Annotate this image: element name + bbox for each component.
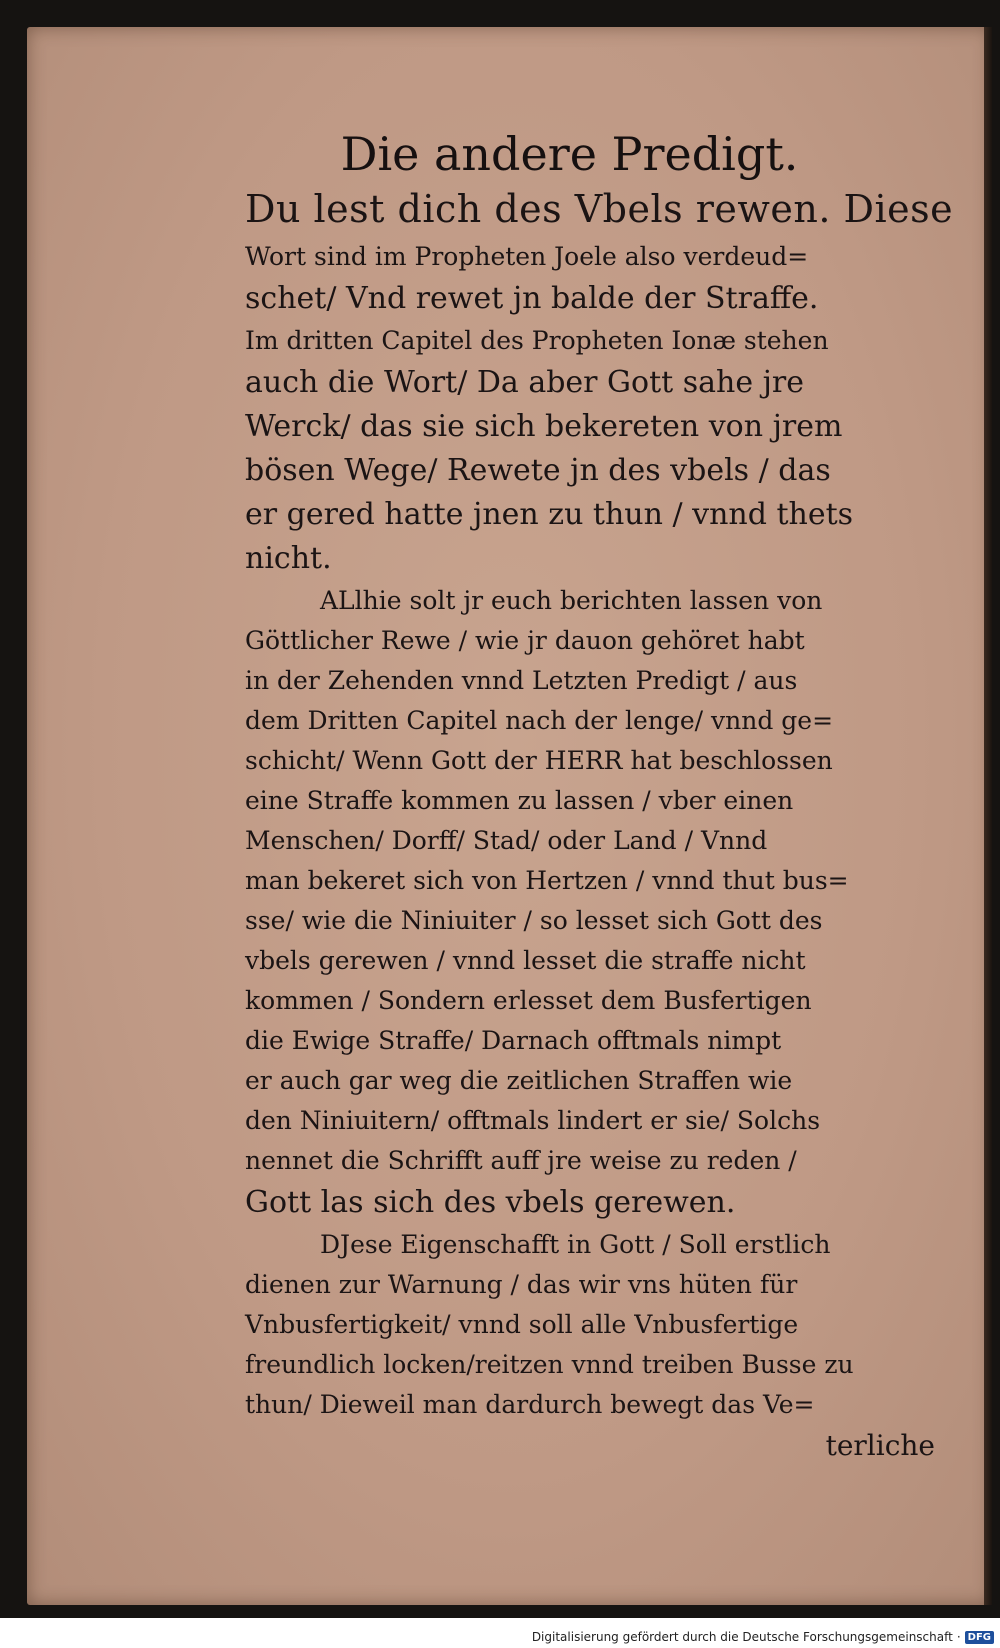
text-line: auch die Wort/ Da aber Gott sahe jre	[245, 365, 805, 400]
text-line: dem Dritten Capitel nach der lenge/ vnnd ge=	[245, 706, 834, 735]
text-line: Vnbusfertigkeit/ vnnd soll alle Vnbusfertige	[245, 1310, 799, 1339]
text-line: man bekeret sich von Hertzen / vnnd thut bus=	[245, 866, 849, 895]
text-line: Du lest dich des Vbels rewen. Diese	[245, 187, 954, 231]
text-line: den Niniuitern/ offtmals lindert er sie/ Solchs	[245, 1106, 821, 1135]
footer-credit-text: Digitalisierung gefördert durch die Deutsche Forschungsgemeinschaft	[531, 1630, 953, 1644]
text-line: er gered hatte jnen zu thun / vnnd thets	[245, 497, 854, 532]
text-line: sse/ wie die Niniuiter / so lesset sich Gott des	[245, 906, 823, 935]
text-line: Menschen/ Dorff/ Stad/ oder Land / Vnnd	[245, 826, 768, 855]
footer-credit: Digitalisierung gefördert durch die Deutsche Forschungsgemeinschaft · DFG	[532, 1630, 994, 1644]
text-line: er auch gar weg die zeitlichen Straffen wie	[245, 1066, 793, 1095]
text-line: DJese Eigenschafft in Gott / Soll erstlich	[320, 1230, 831, 1259]
text-line: freundlich locken/reitzen vnnd treiben Busse zu	[245, 1350, 854, 1379]
text-line: dienen zur Warnung / das wir vns hüten für	[245, 1270, 798, 1299]
text-line: ALlhie solt jr euch berichten lassen von	[320, 586, 823, 615]
text-line: thun/ Dieweil man dardurch bewegt das Ve=	[245, 1390, 815, 1419]
text-line: vbels gerewen / vnnd lesset die straffe nicht	[245, 946, 806, 975]
text-line: Werck/ das sie sich bekereten von jrem	[245, 409, 843, 444]
text-line: nicht.	[245, 541, 332, 576]
text-line: die Ewige Straffe/ Darnach offtmals nimpt	[245, 1026, 782, 1055]
text-line: in der Zehenden vnnd Letzten Predigt / aus	[245, 666, 798, 695]
text-line: Gott las sich des vbels gerewen.	[245, 1185, 736, 1220]
text-line: Göttlicher Rewe / wie jr dauon gehöret habt	[245, 626, 805, 655]
catchword: terliche	[825, 1429, 935, 1462]
text-line: Wort sind im Propheten Joele also verdeud=	[245, 242, 809, 271]
text-line: eine Straffe kommen zu lassen / vber einen	[245, 786, 794, 815]
text-line: Im dritten Capitel des Propheten Ionæ stehen	[245, 326, 829, 355]
body-text	[245, 187, 954, 1472]
dfg-logo: DFG	[965, 1631, 994, 1644]
page-header: Die andere Predigt.	[340, 127, 799, 181]
text-line: kommen / Sondern erlesset dem Busfertigen	[245, 986, 812, 1015]
text-line: schet/ Vnd rewet jn balde der Straffe.	[245, 281, 819, 316]
text-line: bösen Wege/ Rewete jn des vbels / das	[245, 453, 831, 488]
text-line: schicht/ Wenn Gott der HERR hat beschlossen	[245, 746, 833, 775]
text-line: nennet die Schrifft auff jre weise zu reden /	[245, 1146, 797, 1175]
page-edge	[984, 27, 992, 1605]
